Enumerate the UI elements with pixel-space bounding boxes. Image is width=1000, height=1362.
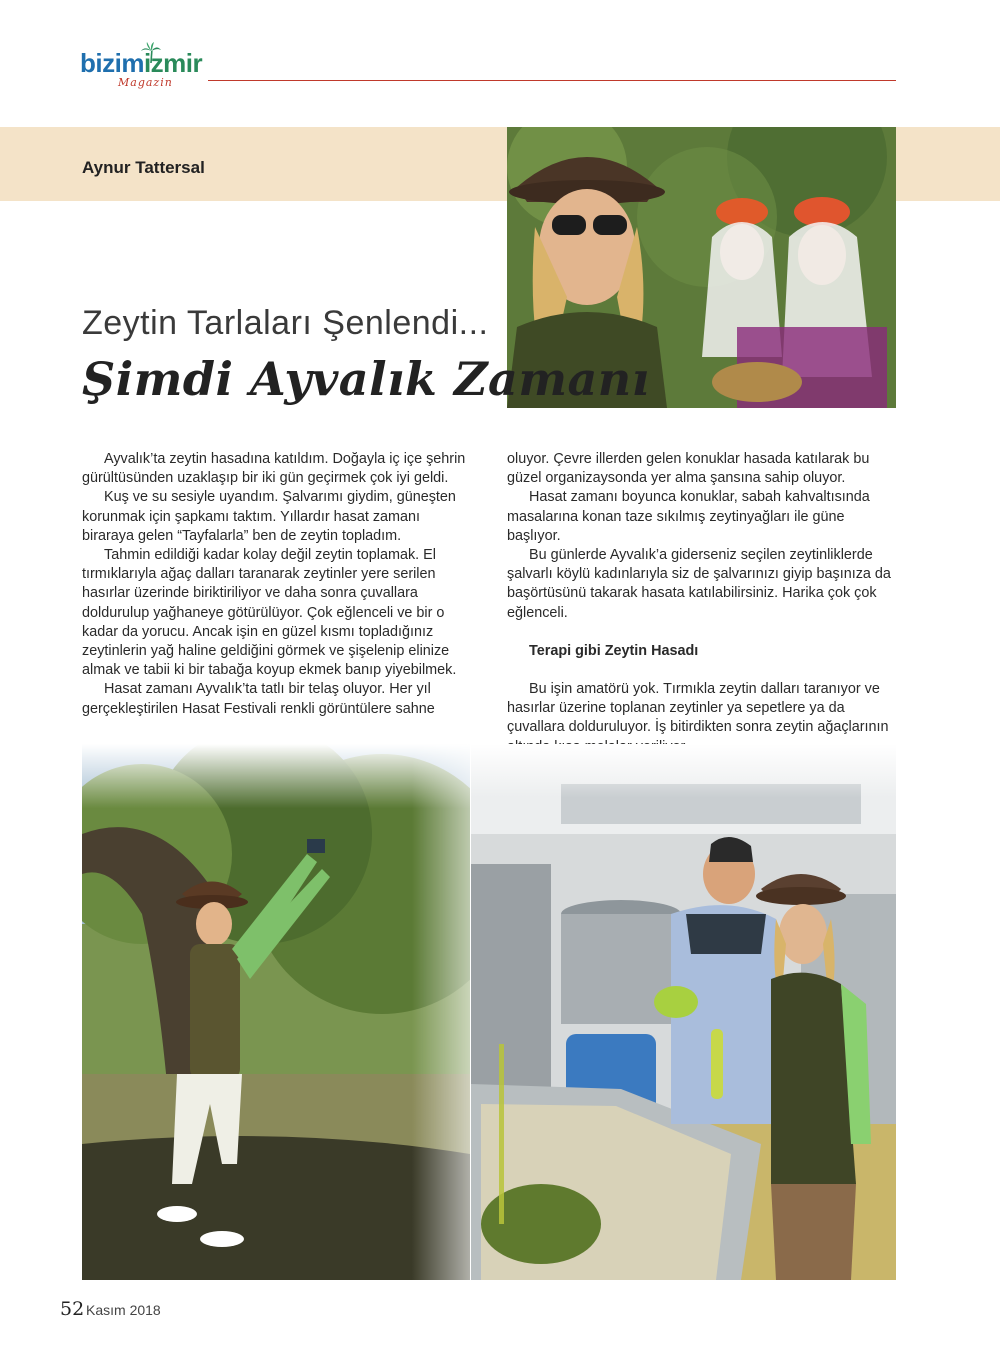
article-subtitle: Şimdi Ayvalık Zamanı: [82, 352, 650, 406]
photo-olive-harvest-illustration: [82, 744, 470, 1280]
article-title: Zeytin Tarlaları Şenlendi...: [82, 304, 489, 342]
body-paragraph: Hasat zamanı boyunca konuklar, sabah kahvaltısında masalarına konan taze sıkılmış zeytinyağları ile güne başlıyor.: [507, 489, 870, 544]
body-paragraph: Hasat zamanı Ayvalık’ta tatlı bir telaş oluyor. Her yıl gerçekleştirilen Hasat Festivali renkli görüntülere sahne: [82, 681, 435, 717]
section-subheading: Terapi gibi Zeytin Hasadı: [529, 642, 699, 659]
masthead: [80, 44, 900, 94]
body-paragraph: Tahmin edildiği kadar kolay değil zeytin toplamak. El tırmıklarıyla ağaç dalları taranarak zeytinler yere serilen hasırlar üzerinde biriktiriliyor ve daha sonra çuvallara doldurulup yağhaneye götürülüyor. Çok eğlenceli ve bir o kadar da yorucu. Ancak işin en güzel kısmı topladığınız zeytinlerin yağ haline geldiğini görmek ve şişelenip elinize almak ve tabii ki bir tabağa koyup ekmek banıp yiyebilmek.: [82, 547, 457, 679]
page-number: 52: [60, 1298, 85, 1320]
author-name: Aynur Tattersal: [82, 158, 205, 177]
logo-subtitle: Magazin: [118, 76, 173, 89]
masthead-rule: [208, 80, 896, 81]
logo-wordmark: bizimizmir: [80, 48, 203, 78]
body-paragraph: Bu günlerde Ayvalık’a giderseniz seçilen zeytinliklerde şalvarlı köylü kadınlarıyla siz de şalvarınızı giyip başınıza da başörtüsünü takarak hasata katılabilirsiniz. Harika çok çok eğlenceli.: [507, 547, 891, 621]
magazine-logo: [80, 44, 220, 94]
body-paragraph: Ayvalık’ta zeytin hasadına katıldım. Doğayla iç içe şehrin gürültüsünden uzaklaşıp bir iki gün geçirmek çok iyi geldi.: [82, 451, 466, 487]
body-column-right: [507, 450, 899, 757]
body-paragraph: Bu işin amatörü yok. Tırmıkla zeytin dalları taranıyor ve hasırlar üzerine toplanan zeytinler ya sepetlere ya da çuvallara dolduruluyor. İş bitirdikten sonra zeytin ağaçlarının: [507, 681, 889, 736]
photo-olive-oil-factory: [471, 744, 896, 1280]
body-column-left: [82, 450, 474, 719]
body-paragraph-continued: oluyor. Çevre illerden gelen konuklar hasada katılarak bu güzel organizaysonda yer alma şansına sahip oluyor.: [507, 451, 870, 487]
issue-date: Kasım 2018: [86, 1302, 161, 1318]
body-paragraph: Kuş ve su sesiyle uyandım. Şalvarımı giydim, güneşten korunmak için şapkamı taktım. Yıllardır hasat zamanı biraraya gelen “Tayfalarla” ben de zeytin topladım.: [82, 489, 456, 544]
photo-olive-harvest: [82, 744, 470, 1280]
photo-olive-oil-factory-illustration: [471, 744, 896, 1280]
